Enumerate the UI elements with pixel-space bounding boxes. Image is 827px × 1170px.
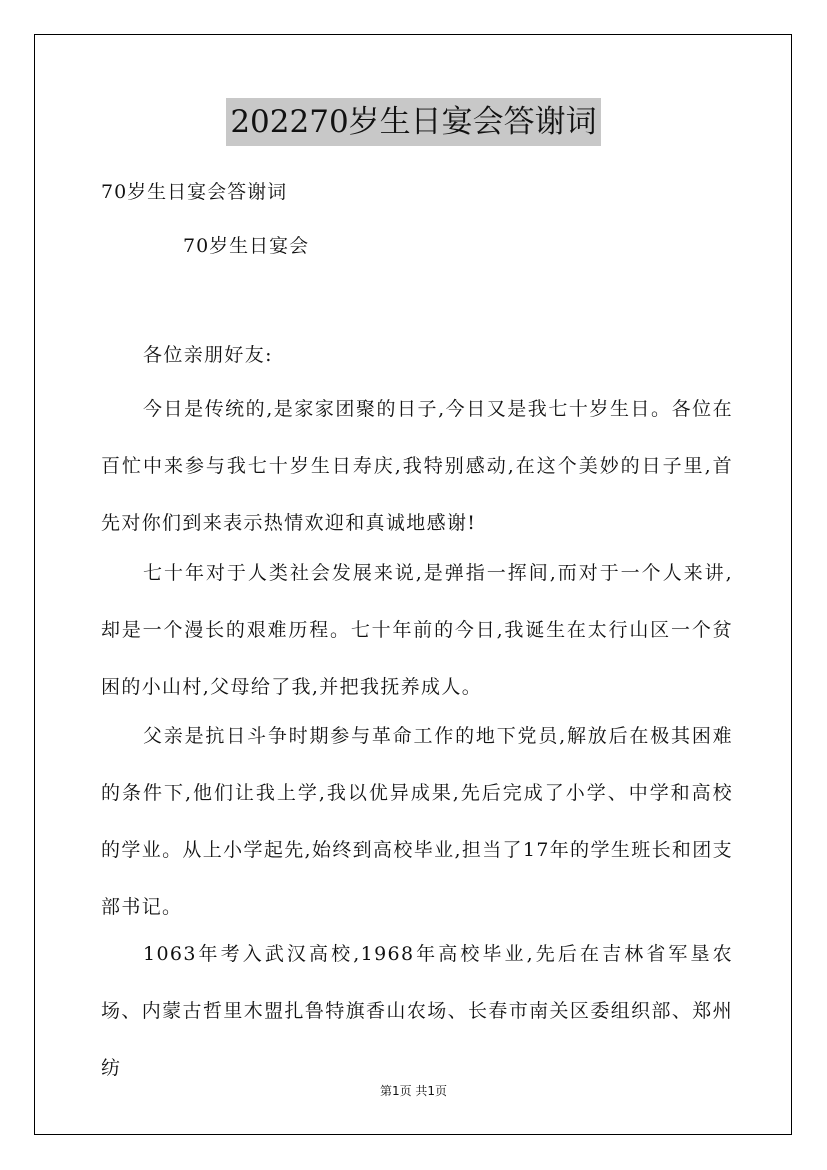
page-footer: 第1页 共1页	[379, 1084, 448, 1098]
body-paragraph-1: 今日是传统的,是家家团聚的日子,今日又是我七十岁生日。各位在百忙中来参与我七十岁生日寿庆,我特别感动,在这个美妙的日子里,首先对你们到来表示热情欢迎和真诚地感谢!	[101, 398, 733, 534]
title-container	[0, 98, 827, 146]
document-subtitle: 70岁生日宴会答谢词	[101, 181, 288, 203]
body-paragraph-3: 父亲是抗日斗争时期参与革命工作的地下党员,解放后在极其困难的条件下,他们让我上学,我以优异成果,先后完成了小学、中学和高校的学业。从上小学起先,始终到高校毕业,担当了17年的学生班长和团支部书记。	[101, 725, 733, 918]
document-subheading: 70岁生日宴会	[183, 235, 310, 257]
body-paragraph-2: 七十年对于人类社会发展来说,是弹指一挥间,而对于一个人来讲,却是一个漫长的艰难历程。七十年前的今日,我诞生在太行山区一个贫困的小山村,父母给了我,并把我抚养成人。	[101, 562, 733, 698]
body-paragraph-4: 1063年考入武汉高校,1968年高校毕业,先后在吉林省军垦农场、内蒙古哲里木盟扎鲁特旗香山农场、长春市南关区委组织部、郑州纺	[101, 943, 733, 1079]
greeting-paragraph: 各位亲朋好友:	[143, 344, 273, 366]
document-title: 202270岁生日宴会答谢词	[226, 98, 600, 146]
